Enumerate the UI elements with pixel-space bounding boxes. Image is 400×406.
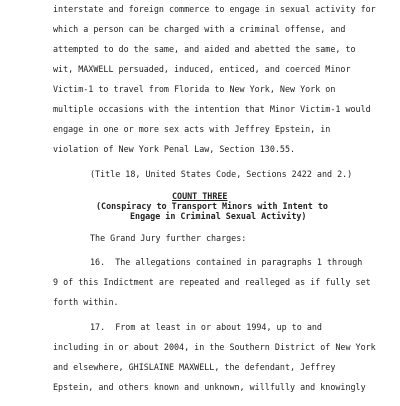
paragraph-a-line-4: wit, MAXWELL persuaded, induced, enticed, and coerced Minor [53,64,351,74]
paragraph-a-line-7: engage in one or more sex acts with Jeffrey Epstein, in [53,124,331,134]
citation-a: (Title 18, United States Code, Sections 2422 and 2.) [90,169,353,179]
paragraph-17-line-1: 17. From at least in or about 1994, up to and [90,322,322,332]
count-subtitle-line-1: (Conspiracy to Transport Minors with Intent to [96,201,328,211]
paragraph-17-line-4: Epstein, and others known and unknown, willfully and knowingly [53,382,366,392]
paragraph-a-line-3: attempted to do the same, and aided and abetted the same, to [53,44,356,54]
paragraph-17-line-2: including in or about 2004, in the Southern District of New York [53,342,376,352]
paragraph-a-line-1: interstate and foreign commerce to engage in sexual activity for [53,4,376,14]
paragraph-16-line-2: 9 of this Indictment are repeated and realleged as if fully set [53,277,371,287]
paragraph-a-line-2: which a person can be charged with a criminal offense, and [53,24,346,34]
paragraph-a-line-5: Victim-1 to travel from Florida to New York, New York on [53,84,336,94]
paragraph-17-line-3: and elsewhere, GHISLAINE MAXWELL, the defendant, Jeffrey [53,362,336,372]
paragraph-16-line-3: forth within. [53,297,119,307]
count-subtitle-line-2: Engage in Criminal Sexual Activity) [130,211,307,221]
grand-jury-line: The Grand Jury further charges: [90,233,247,243]
paragraph-a-line-8: violation of New York Penal Law, Section 130.55. [53,144,296,154]
paragraph-16-line-1: 16. The allegations contained in paragraphs 1 through [90,257,363,267]
count-heading: COUNT THREE [172,191,228,201]
paragraph-a-line-6: multiple occasions with the intention that Minor Victim-1 would [53,104,371,114]
